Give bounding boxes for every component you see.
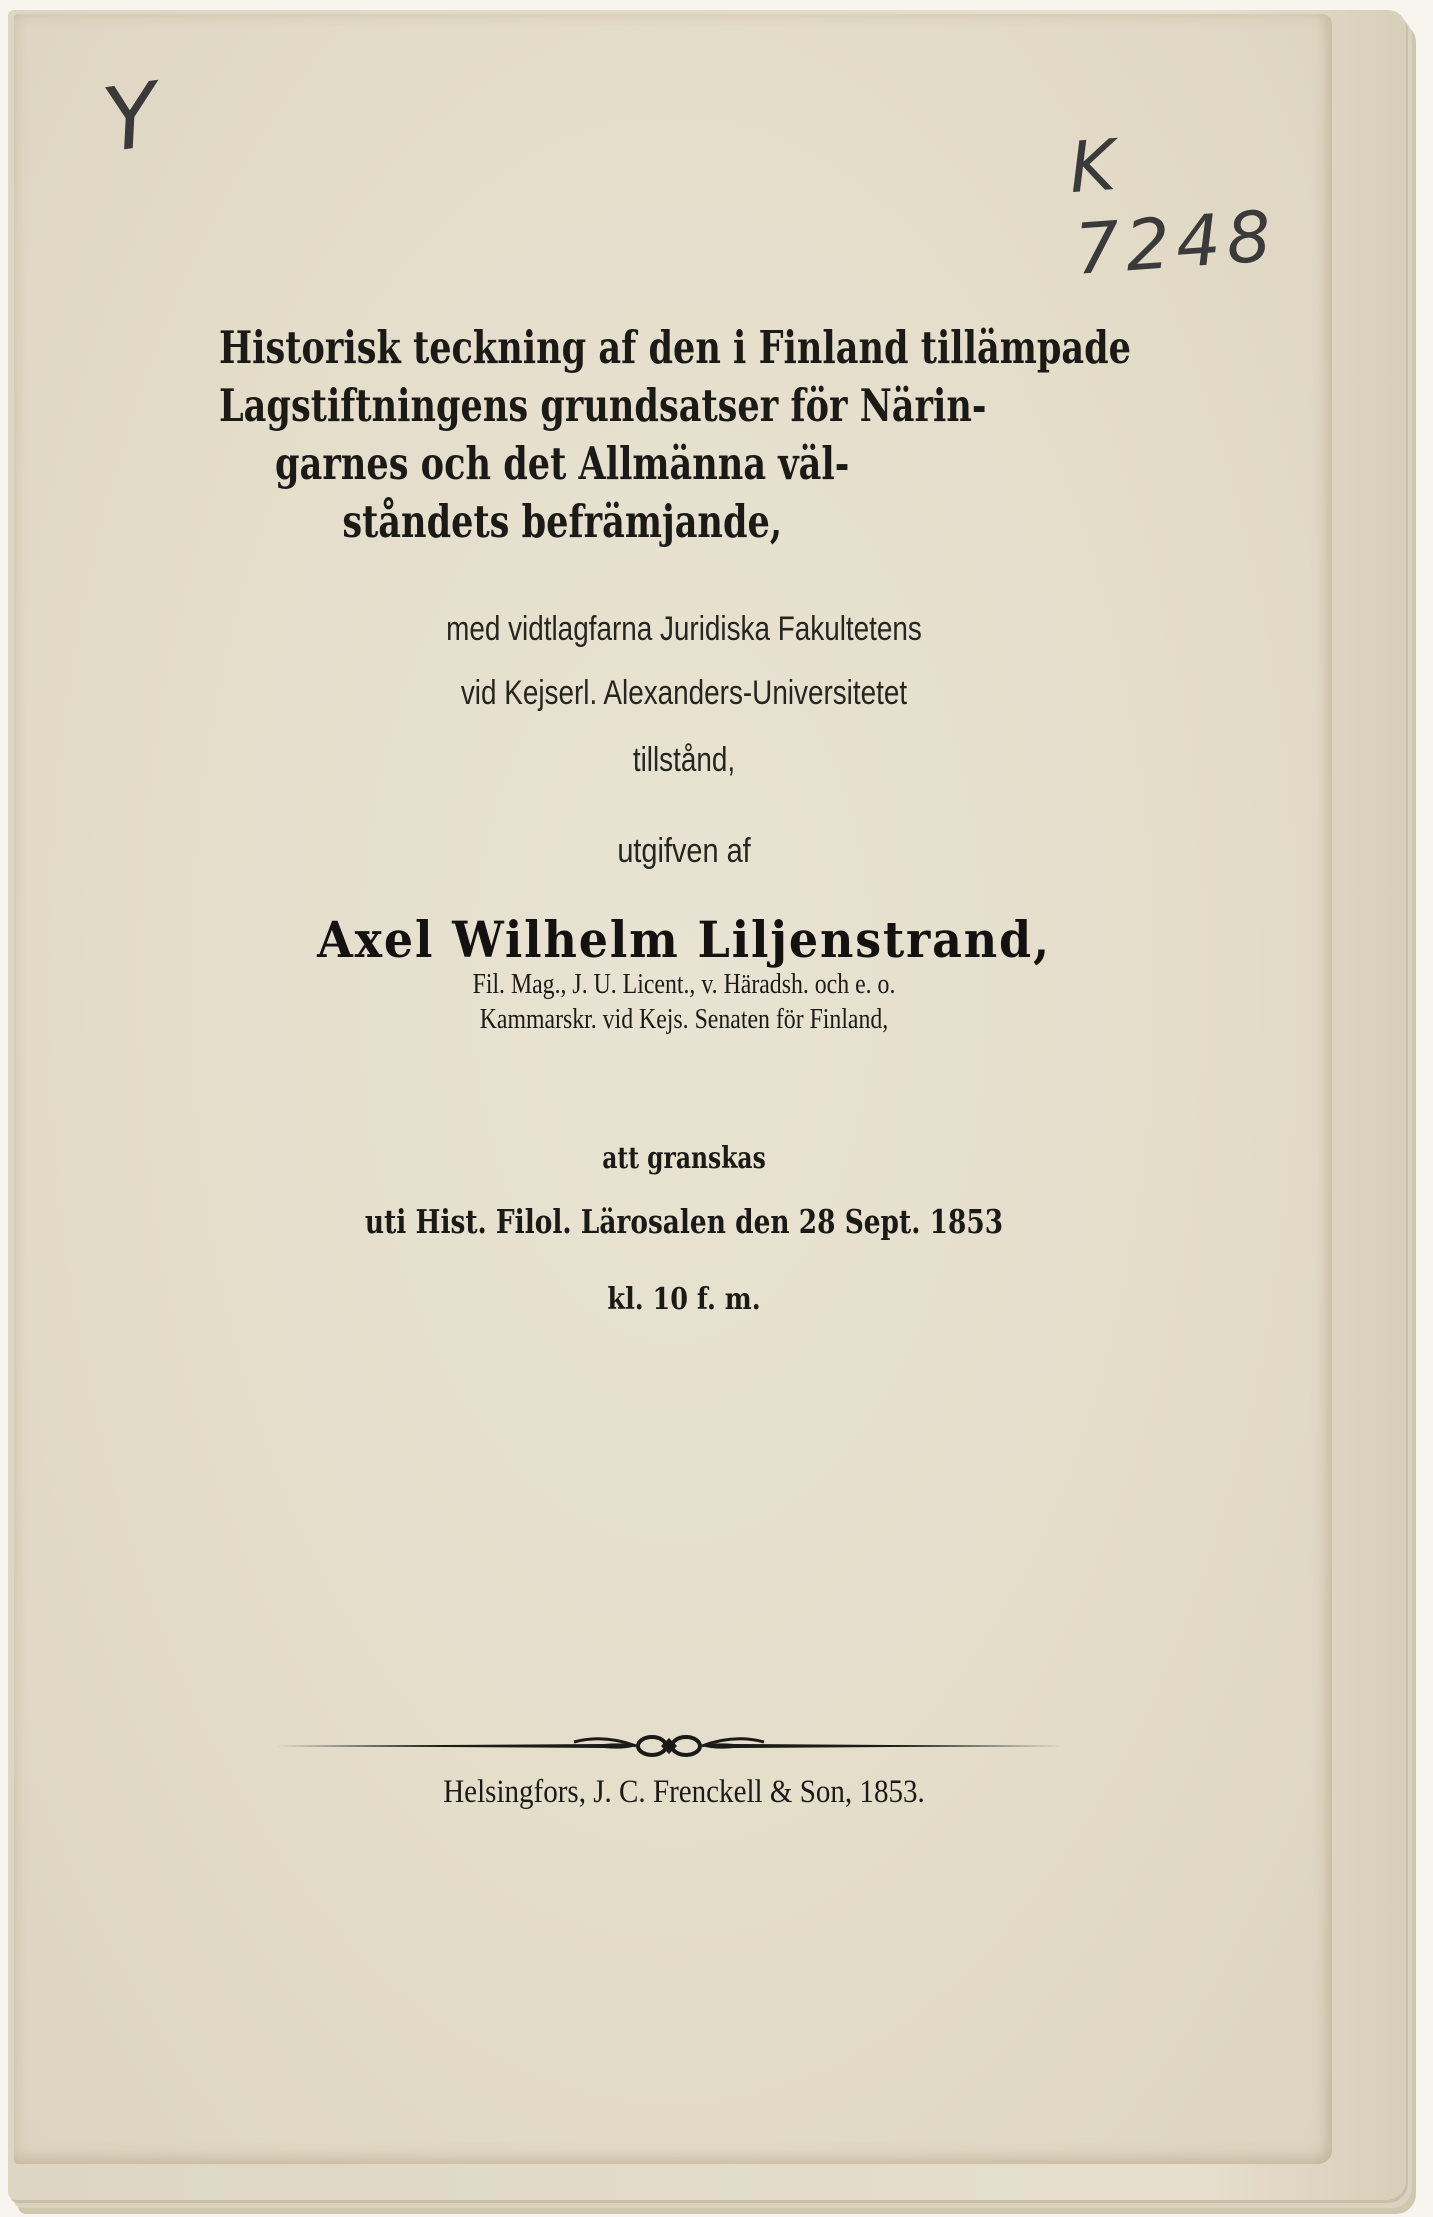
document-title xyxy=(219,319,1132,551)
published-by-line: utgifven af xyxy=(617,832,751,870)
title-page xyxy=(14,14,1332,2164)
permission-line: tillstånd, xyxy=(632,741,736,779)
author-credentials-line: Kammarskr. vid Kejs. Senaten för Finland, xyxy=(479,1004,889,1035)
title-line: Historisk teckning af den i Finland tillämpade xyxy=(219,321,1132,374)
author-credentials-line: Fil. Mag., J. U. Licent., v. Häradsh. och e. o. xyxy=(472,969,896,1000)
defense-line: att granskas xyxy=(602,1141,766,1176)
imprint-line: Helsingfors, J. C. Frenckell & Son, 1853. xyxy=(443,1774,925,1810)
title-line: ståndets befrämjande, xyxy=(342,495,783,548)
ornament-rule xyxy=(274,1726,1064,1766)
defense-venue-date: uti Hist. Filol. Lärosalen den 28 Sept. 1853 xyxy=(364,1202,1004,1241)
title-line: garnes och det Allmänna väl- xyxy=(275,437,850,490)
title-line: Lagstiftningens grundsatser för Närin- xyxy=(219,379,987,432)
author-name: Axel Wilhelm Liljenstrand, xyxy=(317,910,1051,969)
defense-time: kl. 10 f. m. xyxy=(607,1282,761,1317)
permission-line: med vidtlagfarna Juridiska Fakultetens xyxy=(446,610,922,648)
shelfmark-annotation: K 7248 xyxy=(1066,123,1280,291)
pencil-annotation: Y xyxy=(97,62,165,173)
permission-line: vid Kejserl. Alexanders-Universitetet xyxy=(460,674,908,712)
